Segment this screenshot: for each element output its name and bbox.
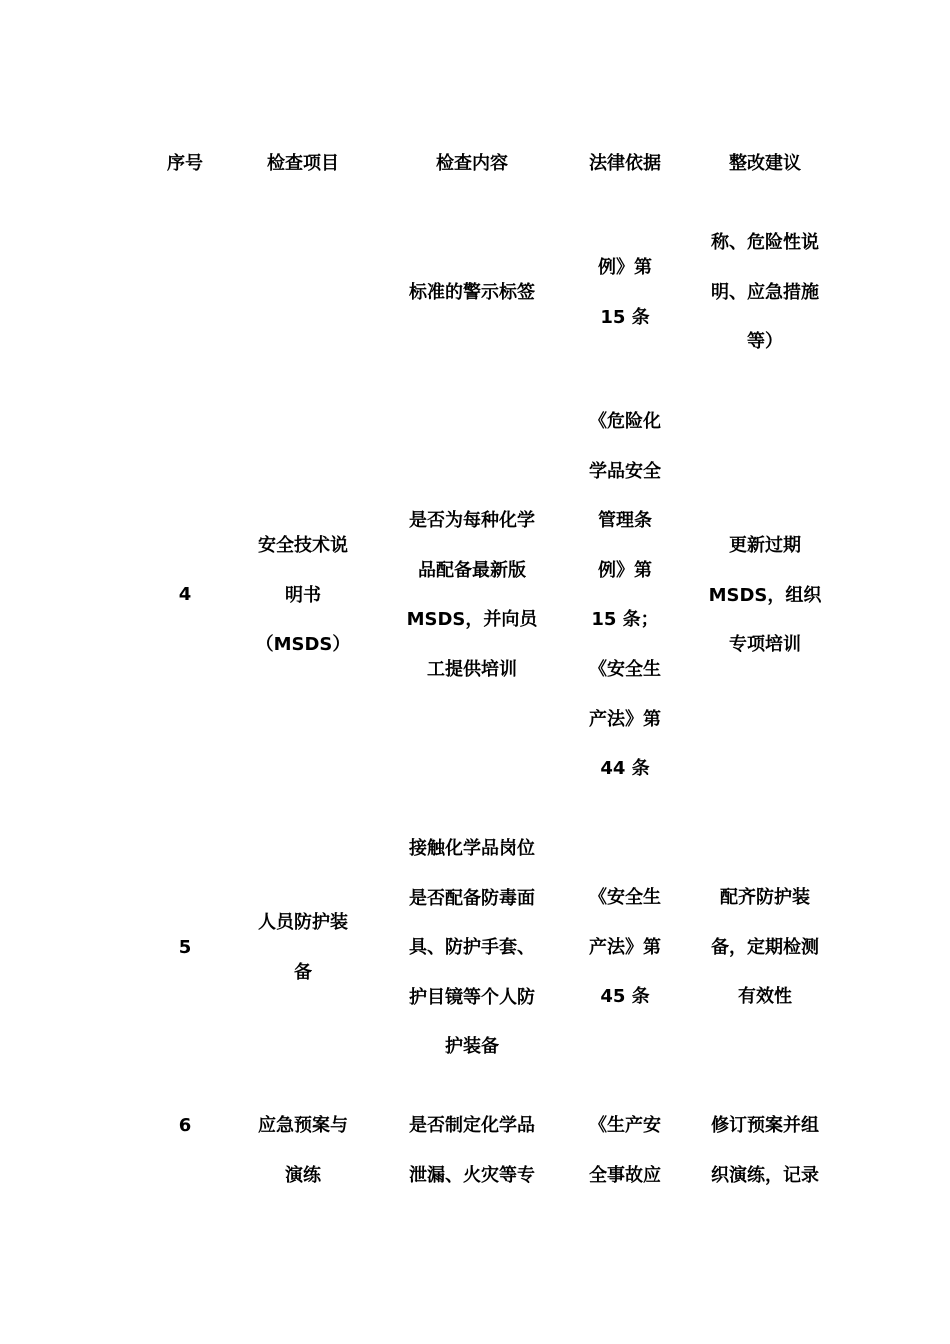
row-content: 标准的警示标签: [409, 282, 535, 303]
row-law: 例》第 15 条: [598, 257, 652, 328]
header-no: 序号: [167, 153, 203, 174]
row-no: 5: [178, 937, 192, 958]
row-law: 《安全生 产法》第 45 条: [589, 887, 661, 1008]
row-suggestion: 称、危险性说 明、应急措施 等）: [711, 232, 819, 353]
row-law: 《生产安 全事故应: [589, 1115, 661, 1186]
row-no: 4: [178, 584, 192, 605]
row-item: 应急预案与 演练: [258, 1115, 348, 1186]
row-content: 是否为每种化学 品配备最新版 MSDS，并向员 工提供培训: [406, 510, 538, 680]
row-law: 《危险化 学品安全 管理条 例》第 15 条； 《安全生 产法》第 44 条: [589, 411, 661, 780]
row-content: 接触化学品岗位 是否配备防毒面 具、防护手套、 护目镜等个人防 护装备: [409, 838, 535, 1058]
row-suggestion: 更新过期 MSDS，组织 专项培训: [708, 535, 822, 656]
row-item: 人员防护装 备: [258, 912, 348, 983]
header-suggestion: 整改建议: [729, 153, 801, 174]
header-content: 检查内容: [436, 153, 508, 174]
row-no: 6: [178, 1115, 192, 1136]
row-content: 是否制定化学品 泄漏、火灾等专: [409, 1115, 535, 1186]
header-law: 法律依据: [589, 153, 661, 174]
row-item: 安全技术说 明书 （MSDS）: [255, 535, 351, 656]
row-suggestion: 配齐防护装 备，定期检测 有效性: [711, 887, 819, 1008]
header-item: 检查项目: [267, 153, 339, 174]
row-suggestion: 修订预案并组 织演练，记录: [711, 1115, 819, 1186]
